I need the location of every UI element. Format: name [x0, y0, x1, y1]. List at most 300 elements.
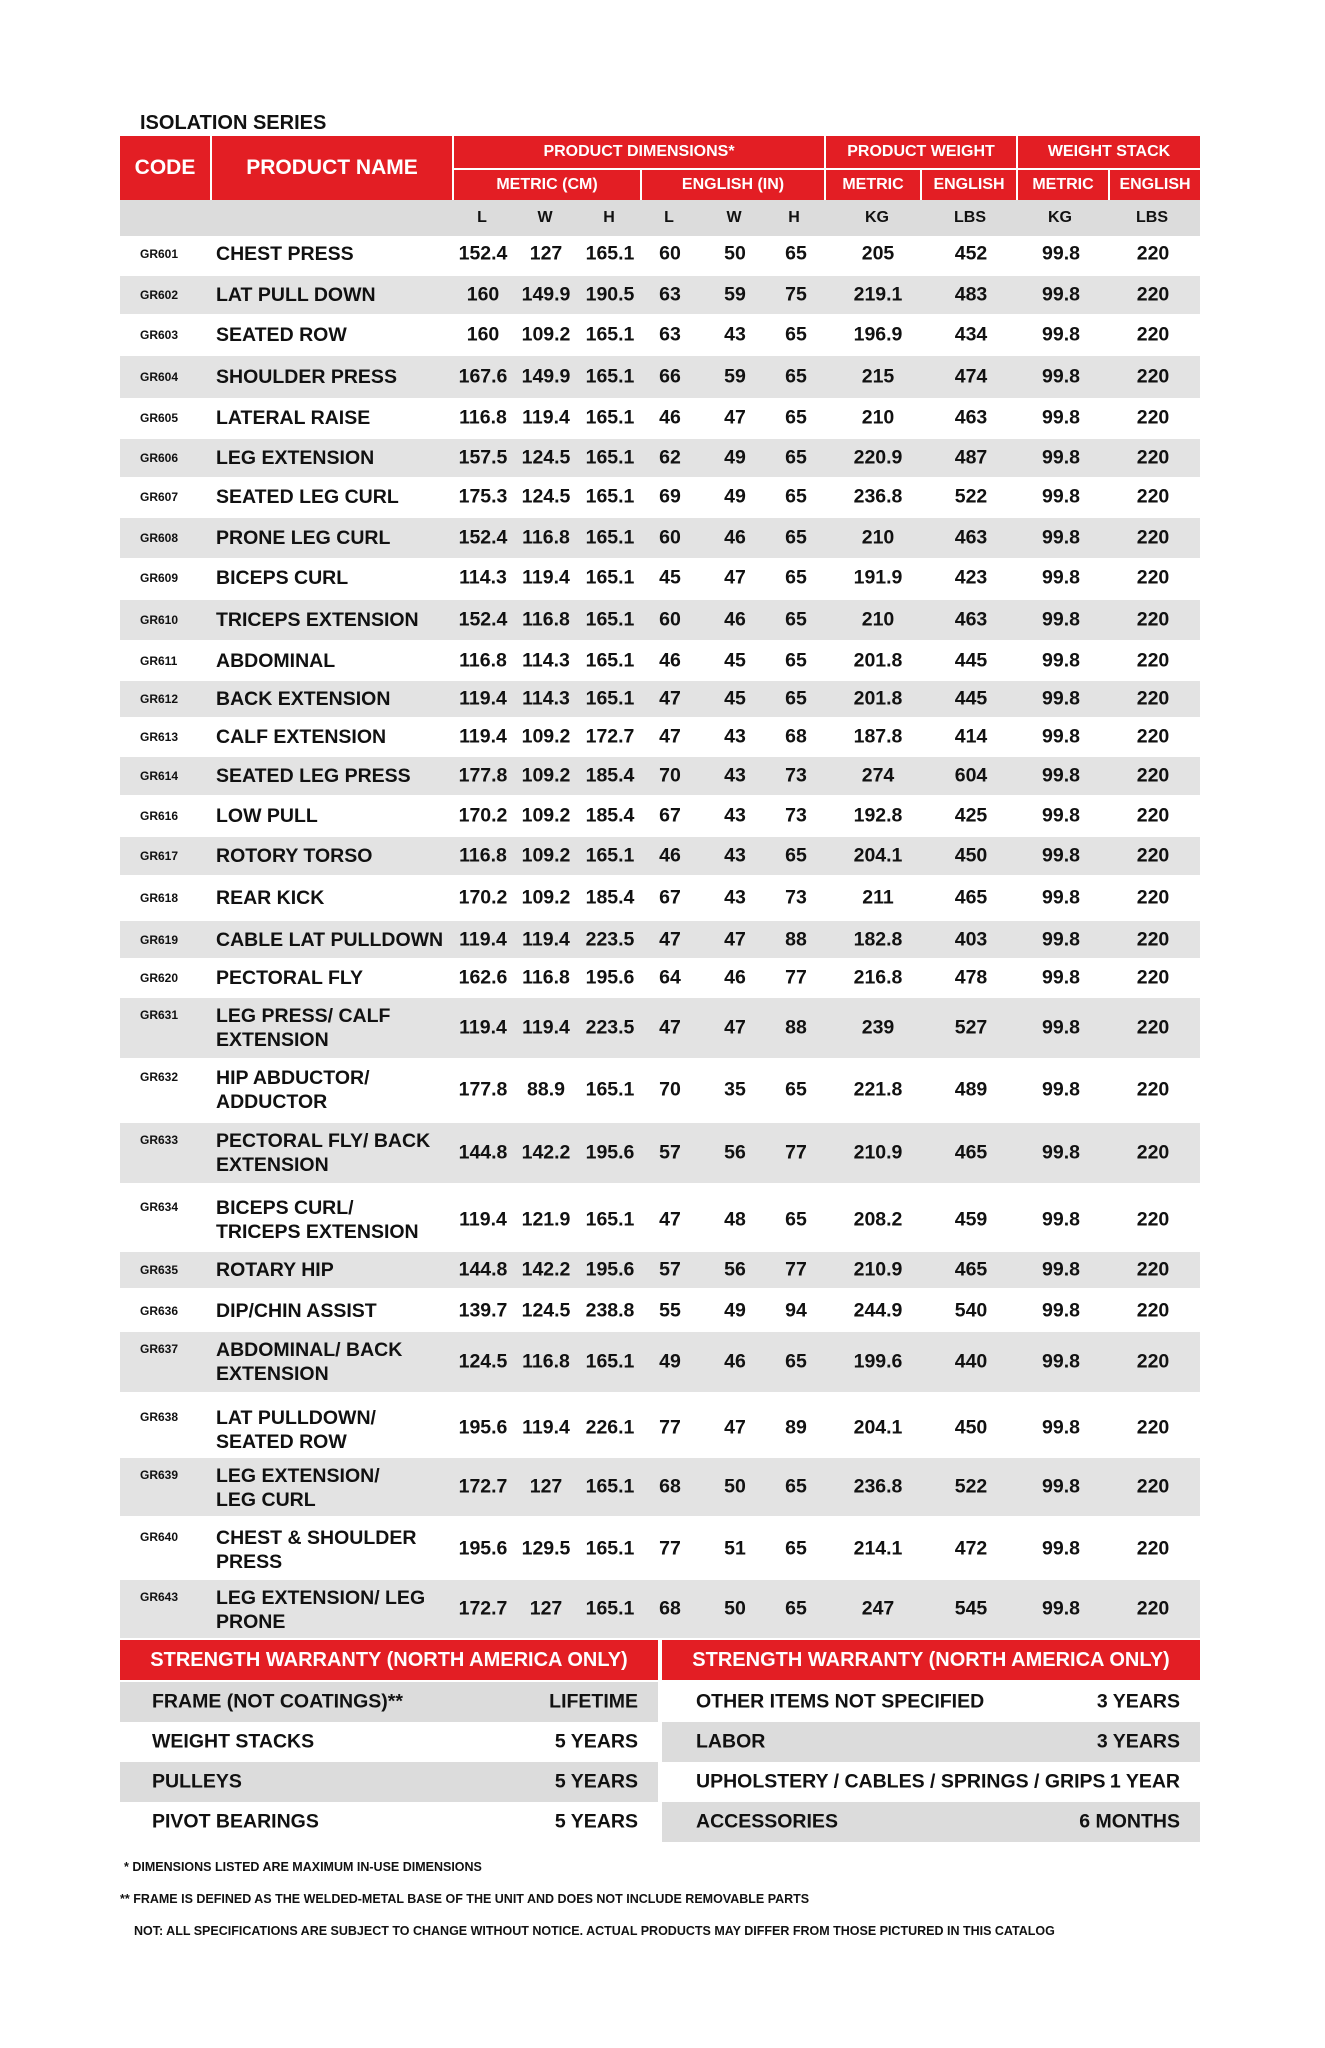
value-cell: 210 — [861, 406, 895, 429]
value-cell: 56 — [724, 1258, 746, 1281]
value-cell: 88 — [785, 1016, 807, 1039]
value-cell: 99.8 — [1042, 446, 1080, 469]
warranty-row — [662, 1762, 1200, 1802]
product-name-line: PRONE LEG CURL — [216, 527, 391, 549]
value-cell: 149.9 — [521, 283, 571, 306]
value-cell: 119.4 — [522, 1016, 570, 1039]
product-name-line: SEATED LEG CURL — [216, 486, 399, 508]
value-cell: 220 — [1136, 1350, 1170, 1373]
product-weight-header: PRODUCT WEIGHT — [826, 136, 1016, 168]
value-cell: 99.8 — [1042, 687, 1080, 710]
table-row — [120, 837, 1200, 875]
value-cell: 99.8 — [1042, 1258, 1080, 1281]
unit-stack-kg: KG — [1048, 209, 1072, 226]
value-cell: 99.8 — [1042, 1016, 1080, 1039]
value-cell: 205 — [861, 242, 895, 265]
value-cell: 47 — [659, 1016, 681, 1039]
warranty-item: PULLEYS — [152, 1770, 242, 1793]
warranty-item: FRAME (NOT COATINGS)** — [152, 1690, 403, 1713]
value-cell: 77 — [659, 1416, 681, 1439]
value-cell: 99.8 — [1042, 1141, 1080, 1164]
value-cell: 88 — [785, 928, 807, 950]
weight-metric-header: METRIC — [826, 170, 920, 200]
table-row — [120, 1332, 1200, 1392]
warranty-row — [120, 1722, 658, 1762]
value-cell: 210 — [861, 526, 895, 549]
value-cell: 221.8 — [853, 1078, 903, 1101]
product-name-line: CHEST & SHOULDER — [216, 1527, 417, 1549]
value-cell: 43 — [724, 886, 746, 909]
warranty-item: UPHOLSTERY / CABLES / SPRINGS / GRIPS — [696, 1770, 1106, 1793]
value-cell: 220 — [1136, 1078, 1170, 1101]
warranty-term: 3 YEARS — [1096, 1690, 1180, 1713]
value-cell: 47 — [724, 566, 746, 589]
value-cell: 109.2 — [521, 323, 571, 346]
value-cell: 177.8 — [458, 1078, 508, 1101]
value-cell: 211 — [862, 886, 894, 909]
warranty-term: 6 MONTHS — [1079, 1810, 1180, 1833]
value-cell: 152.4 — [458, 526, 508, 549]
value-cell: 152.4 — [458, 242, 508, 265]
value-cell: 220 — [1136, 649, 1170, 672]
value-cell: 116.8 — [459, 649, 507, 672]
value-cell: 60 — [659, 608, 681, 631]
value-cell: 220 — [1136, 804, 1170, 827]
product-name-line: LEG EXTENSION/ LEG — [216, 1587, 426, 1609]
product-name-line: REAR KICK — [216, 887, 325, 909]
value-cell: 109.2 — [521, 844, 571, 867]
product-name — [216, 446, 374, 470]
table-row — [120, 276, 1200, 314]
product-name-line: EXTENSION — [216, 1029, 329, 1051]
warranty-term: 5 YEARS — [554, 1770, 638, 1793]
value-cell: 50 — [724, 242, 746, 265]
product-dimensions-header: PRODUCT DIMENSIONS* — [454, 136, 824, 168]
value-cell: 220 — [1136, 966, 1170, 989]
value-cell: 119.4 — [459, 1016, 507, 1039]
value-cell: 65 — [785, 1475, 807, 1498]
product-name — [216, 608, 419, 632]
value-cell: 204.1 — [853, 1416, 903, 1439]
value-cell: 43 — [724, 844, 746, 867]
value-cell: 46 — [724, 526, 746, 549]
table-row — [120, 757, 1200, 795]
unit-w-cm: W — [537, 209, 553, 226]
value-cell: 47 — [724, 928, 746, 950]
value-cell: 47 — [659, 928, 681, 950]
product-name — [216, 323, 347, 347]
value-cell: 220 — [1136, 1016, 1170, 1039]
value-cell: 165.1 — [585, 485, 635, 508]
value-cell: 170.2 — [458, 886, 508, 909]
warranty-term: 3 YEARS — [1096, 1730, 1180, 1753]
product-name — [216, 966, 363, 990]
value-cell: 220 — [1136, 886, 1170, 909]
table-row — [120, 1520, 1200, 1578]
value-cell: 195.6 — [585, 966, 635, 989]
value-cell: 487 — [954, 446, 988, 469]
value-cell: 88.9 — [527, 1078, 565, 1101]
value-cell: 121.9 — [521, 1208, 571, 1231]
product-name-line: ADDUCTOR — [216, 1091, 328, 1113]
weight-english-header: ENGLISH — [922, 170, 1016, 200]
value-cell: 99.8 — [1042, 323, 1080, 346]
value-cell: 99.8 — [1042, 844, 1080, 867]
value-cell: 191.9 — [853, 566, 903, 589]
product-code: GR631 — [140, 1008, 179, 1022]
value-cell: 119.4 — [522, 1416, 570, 1439]
value-cell: 465 — [954, 886, 988, 909]
value-cell: 165.1 — [585, 323, 635, 346]
value-cell: 165.1 — [585, 1537, 635, 1560]
warranty-row — [662, 1802, 1200, 1842]
unit-h-in: H — [788, 209, 800, 226]
value-cell: 604 — [954, 764, 988, 787]
product-code: GR643 — [140, 1590, 179, 1604]
value-cell: 47 — [724, 406, 746, 429]
warranty-item: OTHER ITEMS NOT SPECIFIED — [696, 1690, 985, 1713]
value-cell: 43 — [724, 323, 746, 346]
warranty-row — [120, 1682, 658, 1722]
value-cell: 99.8 — [1042, 365, 1080, 388]
value-cell: 77 — [785, 1141, 807, 1164]
value-cell: 99.8 — [1042, 1597, 1080, 1620]
value-cell: 177.8 — [458, 764, 508, 787]
value-cell: 43 — [724, 725, 746, 748]
value-cell: 489 — [954, 1078, 988, 1101]
product-name — [216, 1526, 416, 1574]
value-cell: 48 — [724, 1208, 746, 1231]
value-cell: 124.5 — [521, 446, 571, 469]
warranty-item: LABOR — [696, 1730, 766, 1753]
product-code: GR637 — [140, 1342, 179, 1356]
value-cell: 220 — [1136, 1208, 1170, 1231]
value-cell: 220 — [1136, 283, 1170, 306]
product-name — [216, 928, 443, 952]
value-cell: 201.8 — [853, 687, 903, 710]
warranty-row — [662, 1682, 1200, 1722]
value-cell: 185.4 — [585, 886, 635, 909]
table-row — [120, 439, 1200, 477]
value-cell: 65 — [785, 365, 807, 388]
value-cell: 182.8 — [853, 928, 903, 950]
product-name — [216, 1464, 380, 1512]
value-cell: 65 — [785, 1537, 807, 1560]
value-cell: 220 — [1136, 764, 1170, 787]
value-cell: 49 — [724, 485, 746, 508]
value-cell: 73 — [785, 804, 807, 827]
value-cell: 423 — [954, 566, 988, 589]
value-cell: 116.8 — [459, 844, 507, 867]
product-name-line: HIP ABDUCTOR/ — [216, 1067, 370, 1089]
value-cell: 450 — [954, 1416, 988, 1439]
product-name — [216, 1066, 370, 1114]
value-cell: 165.1 — [585, 242, 635, 265]
value-cell: 219.1 — [853, 283, 903, 306]
value-cell: 144.8 — [458, 1141, 508, 1164]
value-cell: 223.5 — [585, 928, 635, 950]
value-cell: 414 — [954, 725, 988, 748]
value-cell: 214.1 — [853, 1537, 903, 1560]
product-name-line: LAT PULLDOWN/ — [216, 1407, 376, 1429]
value-cell: 47 — [659, 687, 681, 710]
value-cell: 46 — [724, 1350, 746, 1373]
value-cell: 49 — [659, 1350, 681, 1373]
value-cell: 46 — [659, 406, 681, 429]
value-cell: 47 — [659, 1208, 681, 1231]
table-row — [120, 878, 1200, 918]
series-title: ISOLATION SERIES — [140, 112, 327, 134]
value-cell: 114.3 — [522, 649, 570, 672]
value-cell: 472 — [954, 1537, 988, 1560]
value-cell: 99.8 — [1042, 485, 1080, 508]
value-cell: 450 — [954, 844, 988, 867]
product-name-line: BICEPS CURL — [216, 567, 349, 589]
product-name-line: BACK EXTENSION — [216, 688, 391, 710]
value-cell: 220 — [1136, 1475, 1170, 1498]
product-name-line: CABLE LAT PULLDOWN — [216, 929, 444, 951]
warranty-row — [120, 1802, 658, 1842]
table-row — [120, 960, 1200, 996]
warranty-item: PIVOT BEARINGS — [152, 1810, 319, 1833]
product-code: GR601 — [140, 247, 179, 261]
warranty-item: WEIGHT STACKS — [152, 1730, 315, 1753]
value-cell: 65 — [785, 1350, 807, 1373]
value-cell: 220 — [1136, 323, 1170, 346]
table-row — [120, 1292, 1200, 1330]
product-name — [216, 725, 386, 749]
value-cell: 43 — [724, 764, 746, 787]
value-cell: 195.6 — [585, 1258, 635, 1281]
value-cell: 215 — [861, 365, 895, 388]
product-name-line: TRICEPS EXTENSION — [216, 609, 419, 631]
product-name-line: TRICEPS EXTENSION — [216, 1221, 419, 1243]
value-cell: 99.8 — [1042, 608, 1080, 631]
value-cell: 463 — [954, 406, 988, 429]
value-cell: 114.3 — [459, 566, 507, 589]
value-cell: 127 — [529, 242, 563, 265]
value-cell: 167.6 — [458, 365, 508, 388]
value-cell: 51 — [724, 1537, 746, 1560]
product-code: GR640 — [140, 1530, 179, 1544]
value-cell: 220 — [1136, 1416, 1170, 1439]
value-cell: 465 — [954, 1258, 988, 1281]
value-cell: 220 — [1136, 566, 1170, 589]
product-code: GR604 — [140, 370, 179, 384]
product-name-line: LAT PULL DOWN — [216, 284, 376, 306]
value-cell: 208.2 — [853, 1208, 903, 1231]
value-cell: 170.2 — [458, 804, 508, 827]
value-cell: 239 — [861, 1016, 895, 1039]
value-cell: 220 — [1136, 446, 1170, 469]
value-cell: 77 — [659, 1537, 681, 1560]
product-code: GR633 — [140, 1133, 179, 1147]
value-cell: 220 — [1136, 687, 1170, 710]
product-name-line: PECTORAL FLY — [216, 967, 364, 989]
table-row — [120, 1252, 1200, 1288]
value-cell: 522 — [954, 1475, 988, 1498]
product-name — [216, 283, 376, 307]
product-code: GR609 — [140, 571, 179, 585]
product-code: GR605 — [140, 411, 179, 425]
unit-lbs: LBS — [954, 209, 986, 226]
product-code: GR620 — [140, 971, 179, 985]
value-cell: 483 — [954, 283, 988, 306]
value-cell: 50 — [724, 1475, 746, 1498]
value-cell: 540 — [954, 1299, 988, 1322]
value-cell: 99.8 — [1042, 1416, 1080, 1439]
value-cell: 116.8 — [459, 406, 507, 429]
value-cell: 65 — [785, 242, 807, 265]
value-cell: 165.1 — [585, 844, 635, 867]
product-name-line: SEATED LEG PRESS — [216, 765, 411, 787]
value-cell: 124.5 — [521, 485, 571, 508]
value-cell: 116.8 — [522, 966, 570, 989]
value-cell: 60 — [659, 242, 681, 265]
product-name-line: EXTENSION — [216, 1154, 329, 1176]
product-name — [216, 406, 370, 430]
value-cell: 119.4 — [459, 687, 507, 710]
value-cell: 99.8 — [1042, 886, 1080, 909]
table-row — [120, 1123, 1200, 1183]
value-cell: 46 — [724, 966, 746, 989]
value-cell: 236.8 — [853, 485, 903, 508]
value-cell: 216.8 — [853, 966, 903, 989]
value-cell: 124.5 — [521, 1299, 571, 1322]
value-cell: 165.1 — [585, 526, 635, 549]
value-cell: 99.8 — [1042, 242, 1080, 265]
value-cell: 527 — [954, 1016, 988, 1039]
product-code: GR616 — [140, 809, 179, 823]
value-cell: 247 — [861, 1597, 895, 1620]
value-cell: 220.9 — [853, 446, 903, 469]
product-name — [216, 1406, 376, 1454]
value-cell: 463 — [954, 608, 988, 631]
value-cell: 220 — [1136, 485, 1170, 508]
footnote-specifications: NOT: ALL SPECIFICATIONS ARE SUBJECT TO CHANGE WITHOUT NOTICE. ACTUAL PRODUCTS MAY DIFFER FROM THOSE PICTURED IN THIS CATALOG — [134, 1924, 1055, 1938]
value-cell: 99.8 — [1042, 1350, 1080, 1373]
footnote-frame: ** FRAME IS DEFINED AS THE WELDED-METAL BASE OF THE UNIT AND DOES NOT INCLUDE REMOVABLE PARTS — [120, 1892, 810, 1906]
value-cell: 59 — [724, 283, 746, 306]
value-cell: 73 — [785, 764, 807, 787]
value-cell: 59 — [724, 365, 746, 388]
product-name-line: LEG EXTENSION/ — [216, 1465, 380, 1487]
table-row — [120, 399, 1200, 437]
value-cell: 445 — [954, 687, 988, 710]
value-cell: 220 — [1136, 844, 1170, 867]
value-cell: 116.8 — [522, 608, 570, 631]
product-code: GR614 — [140, 769, 179, 783]
value-cell: 185.4 — [585, 804, 635, 827]
value-cell: 172.7 — [458, 1597, 508, 1620]
value-cell: 149.9 — [521, 365, 571, 388]
value-cell: 165.1 — [585, 608, 635, 631]
value-cell: 204.1 — [853, 844, 903, 867]
value-cell: 478 — [954, 966, 988, 989]
value-cell: 199.6 — [853, 1350, 903, 1373]
value-cell: 65 — [785, 446, 807, 469]
value-cell: 190.5 — [585, 283, 635, 306]
value-cell: 238.8 — [585, 1299, 635, 1322]
product-name-line: DIP/CHIN ASSIST — [216, 1300, 377, 1322]
value-cell: 160 — [466, 283, 500, 306]
warranty-right-title: STRENGTH WARRANTY (NORTH AMERICA ONLY) — [662, 1640, 1200, 1680]
table-row — [120, 642, 1200, 680]
value-cell: 99.8 — [1042, 406, 1080, 429]
product-name — [216, 485, 399, 509]
value-cell: 236.8 — [853, 1475, 903, 1498]
product-code: GR607 — [140, 490, 179, 504]
value-cell: 165.1 — [585, 406, 635, 429]
product-code: GR618 — [140, 891, 179, 905]
unit-l-in: L — [664, 209, 674, 226]
value-cell: 46 — [659, 649, 681, 672]
product-name — [216, 1338, 402, 1386]
product-name — [216, 649, 335, 673]
value-cell: 463 — [954, 526, 988, 549]
value-cell: 195.6 — [585, 1141, 635, 1164]
value-cell: 109.2 — [521, 764, 571, 787]
value-cell: 99.8 — [1042, 566, 1080, 589]
value-cell: 68 — [659, 1597, 681, 1620]
value-cell: 99.8 — [1042, 966, 1080, 989]
warranty-term: LIFETIME — [549, 1690, 638, 1713]
value-cell: 165.1 — [585, 365, 635, 388]
value-cell: 45 — [724, 687, 746, 710]
value-cell: 165.1 — [585, 446, 635, 469]
unit-h-cm: H — [603, 209, 615, 226]
table-row — [120, 1580, 1200, 1638]
value-cell: 109.2 — [521, 804, 571, 827]
value-cell: 77 — [785, 1258, 807, 1281]
value-cell: 65 — [785, 566, 807, 589]
english-in-header: ENGLISH (IN) — [642, 170, 824, 200]
value-cell: 187.8 — [853, 725, 903, 748]
value-cell: 220 — [1136, 1597, 1170, 1620]
unit-kg: KG — [865, 209, 889, 226]
value-cell: 119.4 — [522, 566, 570, 589]
value-cell: 129.5 — [521, 1537, 571, 1560]
product-code: GR634 — [140, 1200, 179, 1214]
value-cell: 60 — [659, 526, 681, 549]
value-cell: 144.8 — [458, 1258, 508, 1281]
value-cell: 47 — [659, 725, 681, 748]
product-code: GR613 — [140, 730, 179, 744]
value-cell: 64 — [659, 966, 681, 989]
value-cell: 109.2 — [521, 886, 571, 909]
product-name — [216, 1258, 334, 1282]
product-code: GR639 — [140, 1468, 179, 1482]
warranty-row — [120, 1762, 658, 1802]
value-cell: 65 — [785, 649, 807, 672]
value-cell: 152.4 — [458, 608, 508, 631]
product-name-line: SHOULDER PRESS — [216, 366, 397, 388]
value-cell: 67 — [659, 804, 681, 827]
value-cell: 99.8 — [1042, 283, 1080, 306]
table-row — [120, 681, 1200, 717]
value-cell: 210.9 — [853, 1258, 903, 1281]
value-cell: 119.4 — [522, 406, 570, 429]
value-cell: 220 — [1136, 1299, 1170, 1322]
product-name — [216, 687, 390, 711]
stack-english-header: ENGLISH — [1110, 170, 1200, 200]
product-name-line: LEG PRESS/ CALF — [216, 1005, 391, 1027]
table-row — [120, 1190, 1200, 1250]
product-code: GR636 — [140, 1304, 179, 1318]
value-cell: 223.5 — [585, 1016, 635, 1039]
value-cell: 99.8 — [1042, 1537, 1080, 1560]
value-cell: 459 — [954, 1208, 988, 1231]
